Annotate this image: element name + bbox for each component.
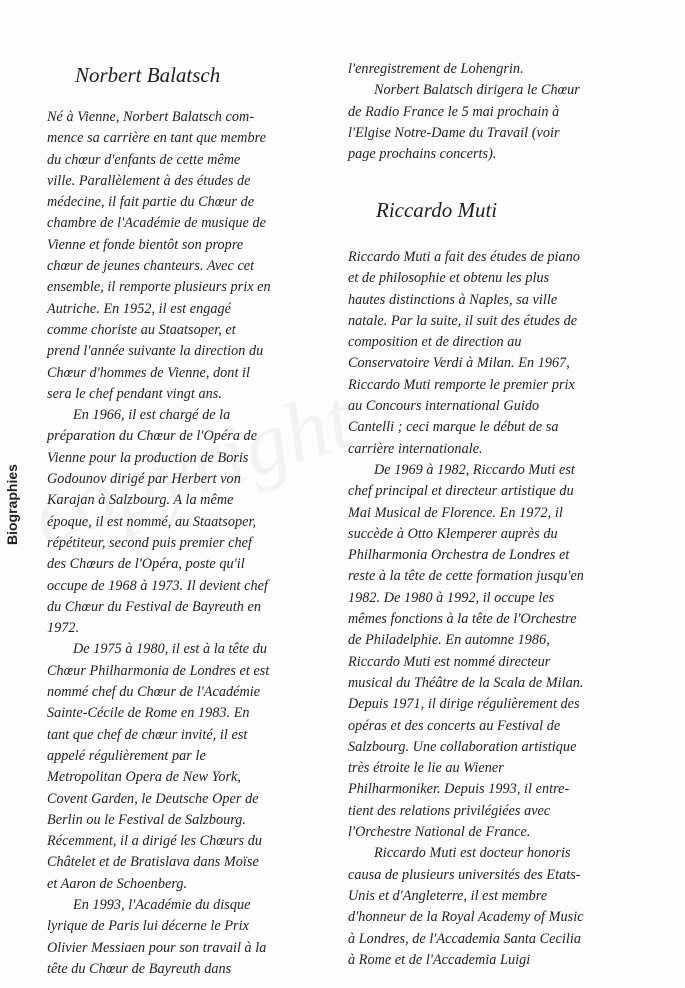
text-line: l'enregistrement de Lohengrin. bbox=[348, 61, 524, 77]
text-line: Cantelli ; ceci marque le début de sa bbox=[348, 419, 559, 436]
text-line: au Concours international Guido bbox=[348, 398, 540, 415]
text-line: très étroite le lie au Wiener bbox=[348, 760, 504, 777]
text-line: hautes distinctions à Naples, sa ville bbox=[348, 291, 558, 308]
left-body-text bbox=[47, 107, 271, 980]
text-line: 1982. De 1980 à 1992, il occupe les bbox=[348, 589, 555, 606]
text-line: natale. Par la suite, il suit des études de bbox=[348, 312, 578, 329]
text-line: Metropolitan Opera de New York, bbox=[47, 769, 241, 786]
right-body-text bbox=[348, 247, 584, 971]
text-line: et de philosophie et obtenu les plus bbox=[348, 270, 550, 287]
text-line: Salzbourg. Une collaboration artistique bbox=[348, 738, 577, 755]
text-line: époque, il est nommé, au Staatsoper, bbox=[47, 513, 257, 530]
text-line: Autriche. En 1952, il est engagé bbox=[47, 300, 232, 317]
text-line: des Chœurs de l'Opéra, poste qu'il bbox=[47, 556, 245, 573]
text-line: répétiteur, second puis premier chef bbox=[47, 534, 252, 551]
text-line: chœur de jeunes chanteurs. Avec cet bbox=[47, 258, 255, 275]
text-line: de Radio France le 5 mai prochain à bbox=[348, 103, 560, 120]
text-line: Conservatoire Verdi à Milan. En 1967, bbox=[348, 355, 570, 372]
text-line: succède à Otto Klemperer auprès du bbox=[348, 525, 558, 542]
text-line: Vienne et fonde bientôt son propre bbox=[47, 236, 244, 253]
text-line: Riccardo Muti a fait des études de piano bbox=[348, 249, 580, 265]
text-line: ensemble, il remporte plusieurs prix en bbox=[47, 279, 271, 296]
text-line: Riccardo Muti est nommé directeur bbox=[348, 653, 551, 670]
text-line: reste à la tête de cette formation jusqu'en bbox=[348, 568, 584, 585]
text-line: Récemment, il a dirigé les Chœurs du bbox=[47, 833, 262, 850]
text-line: De 1975 à 1980, il est à la tête du bbox=[73, 641, 268, 658]
text-line: tant que chef de chœur invité, il est bbox=[47, 726, 248, 743]
text-line: Chœur d'hommes de Vienne, dont il bbox=[47, 364, 251, 381]
text-line: de Philadelphie. En automne 1986, bbox=[348, 632, 550, 649]
text-line: du Chœur du Festival de Bayreuth en bbox=[47, 598, 262, 615]
text-line: Chœur Philharmonia de Londres et est bbox=[47, 662, 270, 679]
text-line: d'honneur de la Royal Academy of Music bbox=[348, 909, 584, 926]
text-line: Norbert Balatsch dirigera le Chœur bbox=[374, 82, 580, 99]
text-line: chef principal et directeur artistique du bbox=[348, 483, 574, 500]
text-line: Vienne pour la production de Boris bbox=[47, 449, 249, 466]
text-line: sera le chef pendant vingt ans. bbox=[47, 385, 222, 402]
text-line: composition et de direction au bbox=[348, 334, 522, 351]
text-line: Philharmonia Orchestra de Londres et bbox=[348, 547, 570, 564]
text-line: causa de plusieurs universités des Etats- bbox=[348, 866, 581, 883]
text-line: carrière internationale. bbox=[348, 440, 483, 457]
text-line: En 1993, l'Académie du disque bbox=[73, 896, 251, 913]
text-line: Mai Musical de Florence. En 1972, il bbox=[348, 504, 563, 521]
text-line: Châtelet et de Bratislava dans Moïse bbox=[47, 854, 259, 871]
text-line: à Londres, de l'Accademia Santa Cecilia bbox=[348, 930, 581, 947]
text-line: mêmes fonctions à la tête de l'Orchestre bbox=[348, 611, 577, 628]
text-line: lyrique de Paris lui décerne le Prix bbox=[47, 918, 249, 935]
text-line: Godounov dirigé par Herbert von bbox=[47, 471, 241, 488]
text-line: Depuis 1971, il dirige régulièrement des bbox=[348, 696, 580, 713]
text-line: tient des relations privilégiées avec bbox=[348, 802, 551, 819]
text-line: et Aaron de Schoenberg. bbox=[47, 875, 188, 892]
text-line: Riccardo Muti est docteur honoris bbox=[374, 845, 571, 862]
text-line: préparation du Chœur de l'Opéra de bbox=[47, 428, 258, 445]
text-line: En 1966, il est chargé de la bbox=[73, 407, 231, 424]
text-line: Né à Vienne, Norbert Balatsch com- bbox=[47, 109, 255, 125]
text-line: De 1969 à 1982, Riccardo Muti est bbox=[374, 461, 575, 478]
text-line: l'Elgise Notre-Dame du Travail (voir bbox=[348, 124, 560, 141]
text-line: Unis et d'Angleterre, il est membre bbox=[348, 887, 548, 904]
text-line: appelé régulièrement par le bbox=[47, 747, 206, 764]
text-line: musical du Théâtre de la Scala de Milan. bbox=[348, 674, 584, 691]
text-line: page prochains concerts). bbox=[348, 146, 497, 163]
text-line: mence sa carrière en tant que membre bbox=[47, 130, 267, 147]
text-line: 1972. bbox=[47, 620, 80, 637]
text-line: du chœur d'enfants de cette même bbox=[47, 151, 241, 168]
text-line: occupe de 1968 à 1973. Il devient chef bbox=[47, 577, 268, 594]
section-side-label: Biographies bbox=[4, 464, 20, 545]
text-line: nommé chef du Chœur de l'Académie bbox=[47, 684, 261, 701]
text-line: l'Orchestre National de France. bbox=[348, 824, 531, 841]
text-line: Covent Garden, le Deutsche Oper de bbox=[47, 790, 259, 807]
text-line: chambre de l'Académie de musique de bbox=[47, 215, 266, 232]
text-line: ville. Parallèlement à des études de bbox=[47, 172, 251, 189]
text-line: Sainte-Cécile de Rome en 1983. En bbox=[47, 705, 250, 722]
text-line: Berlin ou le Festival de Salzbourg. bbox=[47, 811, 247, 828]
text-line: Philharmoniker. Depuis 1993, il entre- bbox=[348, 781, 570, 798]
text-line: comme choriste au Staatsoper, et bbox=[47, 321, 236, 338]
text-line: médecine, il fait partie du Chœur de bbox=[47, 194, 255, 211]
heading-norbert-balatsch: Norbert Balatsch bbox=[75, 63, 221, 87]
text-line: prend l'année suivante la direction du bbox=[47, 343, 264, 360]
text-line: tête du Chœur de Bayreuth dans bbox=[47, 960, 232, 977]
text-line: Olivier Messiaen pour son travail à la bbox=[47, 939, 267, 956]
text-line: Riccardo Muti remporte le premier prix bbox=[348, 376, 575, 393]
text-line: opéras et des concerts au Festival de bbox=[348, 717, 561, 734]
right-top-text bbox=[348, 59, 580, 165]
text-line: Karajan à Salzbourg. A la même bbox=[47, 492, 234, 509]
heading-riccardo-muti: Riccardo Muti bbox=[376, 198, 498, 222]
text-line: à Rome et de l'Accademia Luigi bbox=[348, 951, 531, 968]
